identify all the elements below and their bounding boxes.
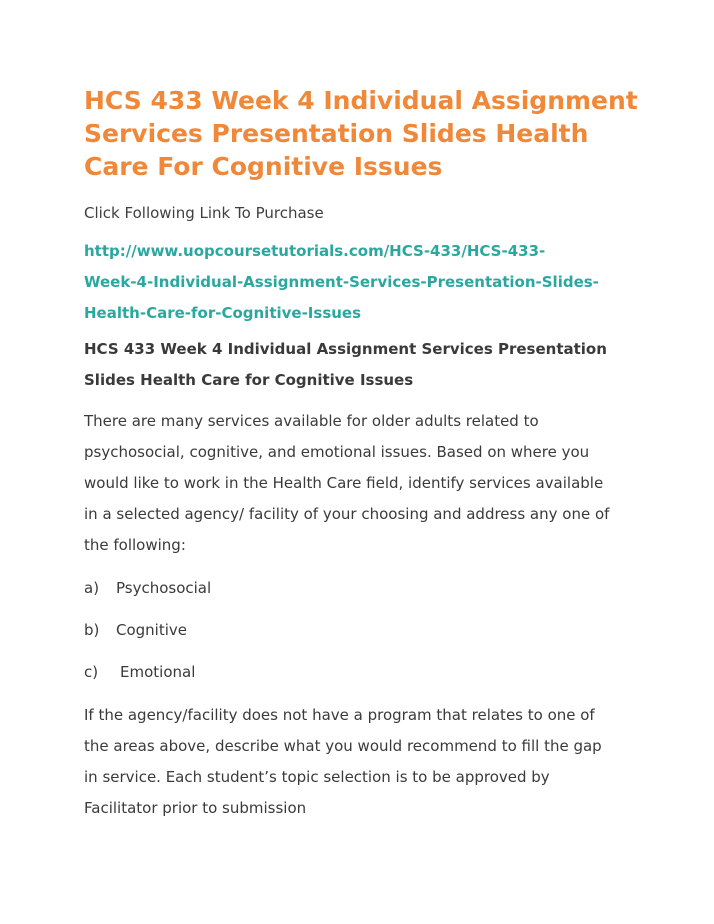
paragraph-line: If the agency/facility does not have a program that relates to one of (84, 706, 595, 724)
purchase-link[interactable] (84, 236, 599, 329)
subheading-line: HCS 433 Week 4 Individual Assignment Services Presentation (84, 340, 607, 358)
purchase-instruction: Click Following Link To Purchase (84, 204, 324, 222)
option-item-cognitive (84, 619, 187, 641)
paragraph-line: the following: (84, 536, 186, 554)
intro-paragraph (84, 406, 609, 561)
paragraph-line: would like to work in the Health Care field, identify services available (84, 474, 604, 492)
title-line: Services Presentation Slides Health (84, 119, 589, 148)
assignment-subheading (84, 334, 607, 396)
paragraph-line: in service. Each student’s topic selection is to be approved by (84, 768, 550, 786)
link-line[interactable]: Health-Care-for-Cognitive-Issues (84, 304, 362, 322)
option-item-emotional (84, 661, 195, 683)
title-line: Care For Cognitive Issues (84, 152, 443, 181)
option-marker: a) (84, 579, 100, 597)
option-item-psychosocial (84, 577, 211, 599)
link-line[interactable]: Week-4-Individual-Assignment-Services-Presentation-Slides- (84, 273, 599, 291)
paragraph-line: Facilitator prior to submission (84, 799, 307, 817)
paragraph-line: psychosocial, cognitive, and emotional issues. Based on where you (84, 443, 590, 461)
option-marker: b) (84, 621, 100, 639)
subheading-line: Slides Health Care for Cognitive Issues (84, 371, 414, 389)
closing-paragraph (84, 700, 602, 824)
paragraph-line: There are many services available for older adults related to (84, 412, 539, 430)
document-title (84, 84, 684, 183)
link-line[interactable]: http://www.uopcoursetutorials.com/HCS-433/HCS-433- (84, 242, 546, 260)
title-line: HCS 433 Week 4 Individual Assignment (84, 86, 638, 115)
option-label: Psychosocial (116, 579, 212, 597)
paragraph-line: in a selected agency/ facility of your choosing and address any one of (84, 505, 610, 523)
paragraph-line: the areas above, describe what you would recommend to fill the gap (84, 737, 602, 755)
option-label: Cognitive (116, 621, 188, 639)
option-marker: c) (84, 663, 99, 681)
option-label: Emotional (120, 663, 196, 681)
